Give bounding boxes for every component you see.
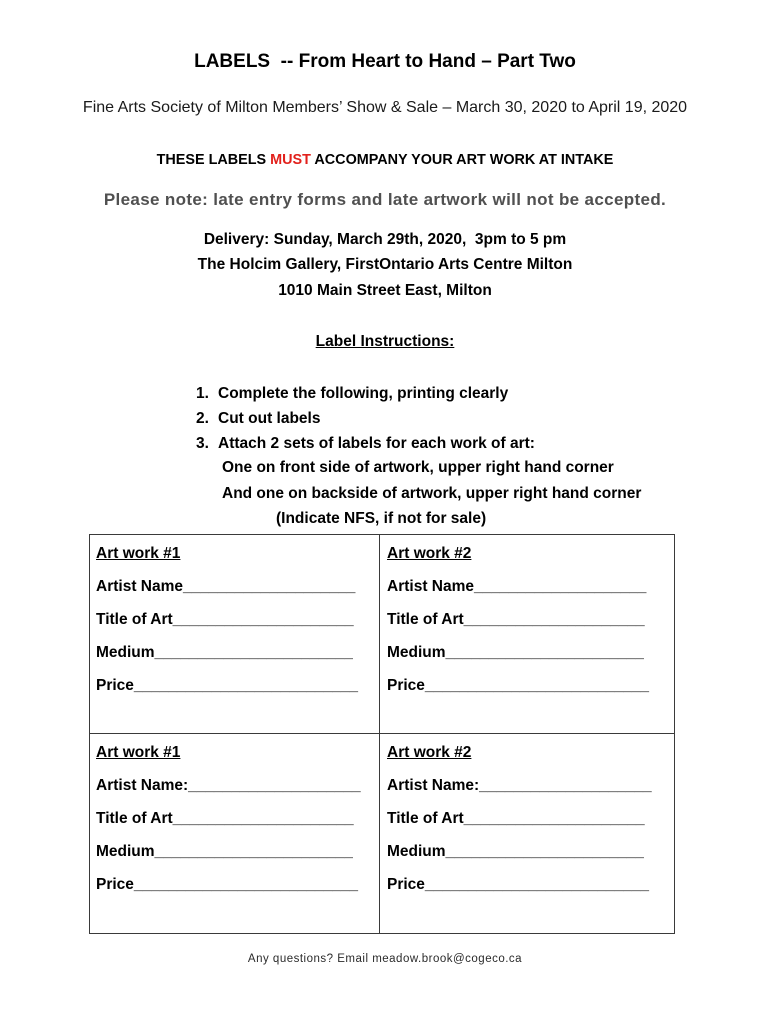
- intake-notice-start: THESE LABELS: [156, 152, 271, 168]
- medium-line: Medium_______________________: [387, 644, 644, 662]
- label-heading: Art work #1: [96, 544, 181, 562]
- attach-detail-front: One on front side of artwork, upper right hand corner: [222, 459, 614, 476]
- must-emphasis: MUST: [270, 152, 311, 168]
- instruction-step: [196, 381, 535, 406]
- artist-name-line: Artist Name____________________: [387, 577, 647, 595]
- instruction-steps: [196, 381, 535, 456]
- step-number: 1.: [196, 384, 209, 402]
- instruction-step: [196, 431, 535, 456]
- delivery-time: Delivery: Sunday, March 29th, 2020, 3pm to 5 pm: [203, 231, 567, 248]
- label-card: [90, 734, 380, 933]
- contact-footer: Any questions? Email meadow.brook@cogeco.ca: [247, 953, 523, 965]
- artist-name-line: Artist Name:____________________: [96, 776, 361, 794]
- step-text: Complete the following, printing clearly: [218, 384, 509, 402]
- label-heading: Art work #2: [387, 743, 472, 761]
- delivery-venue: The Holcim Gallery, FirstOntario Arts Centre Milton: [197, 256, 573, 273]
- label-card: [380, 734, 674, 933]
- artist-name-line: Artist Name:____________________: [387, 776, 652, 794]
- medium-line: Medium_______________________: [387, 843, 644, 861]
- instruction-step: [196, 406, 535, 431]
- intake-notice: [0, 151, 770, 169]
- medium-line: Medium_______________________: [96, 843, 353, 861]
- attach-detail-back: And one on backside of artwork, upper right hand corner: [222, 485, 642, 502]
- artist-name-line: Artist Name____________________: [96, 577, 356, 595]
- price-line: Price__________________________: [387, 677, 650, 695]
- price-line: Price__________________________: [96, 876, 359, 894]
- label-card: [380, 535, 674, 734]
- label-heading: Art work #2: [387, 544, 472, 562]
- label-heading: Art work #1: [96, 743, 181, 761]
- title-of-art-line: Title of Art_____________________: [387, 610, 645, 628]
- step-number: 3.: [196, 434, 209, 452]
- medium-line: Medium_______________________: [96, 644, 353, 662]
- title-of-art-line: Title of Art_____________________: [96, 610, 354, 628]
- label-sheet: [89, 534, 675, 934]
- price-line: Price__________________________: [387, 876, 650, 894]
- step-text: Cut out labels: [218, 409, 321, 427]
- label-card: [90, 535, 380, 734]
- delivery-address: 1010 Main Street East, Milton: [278, 282, 492, 299]
- step-text: Attach 2 sets of labels for each work of art:: [218, 434, 535, 452]
- title-of-art-line: Title of Art_____________________: [96, 809, 354, 827]
- late-entry-note: Please note: late entry forms and late artwork will not be accepted.: [103, 190, 667, 209]
- step-number: 2.: [196, 409, 209, 427]
- document-title: LABELS -- From Heart to Hand – Part Two: [194, 51, 576, 72]
- intake-notice-end: ACCOMPANY YOUR ART WORK AT INTAKE: [310, 152, 614, 168]
- label-instructions-heading: Label Instructions:: [315, 333, 455, 350]
- document-subtitle: Fine Arts Society of Milton Members’ Show & Sale – March 30, 2020 to April 19, 2020: [82, 99, 688, 116]
- nfs-note: (Indicate NFS, if not for sale): [276, 510, 487, 527]
- price-line: Price__________________________: [96, 677, 359, 695]
- title-of-art-line: Title of Art_____________________: [387, 809, 645, 827]
